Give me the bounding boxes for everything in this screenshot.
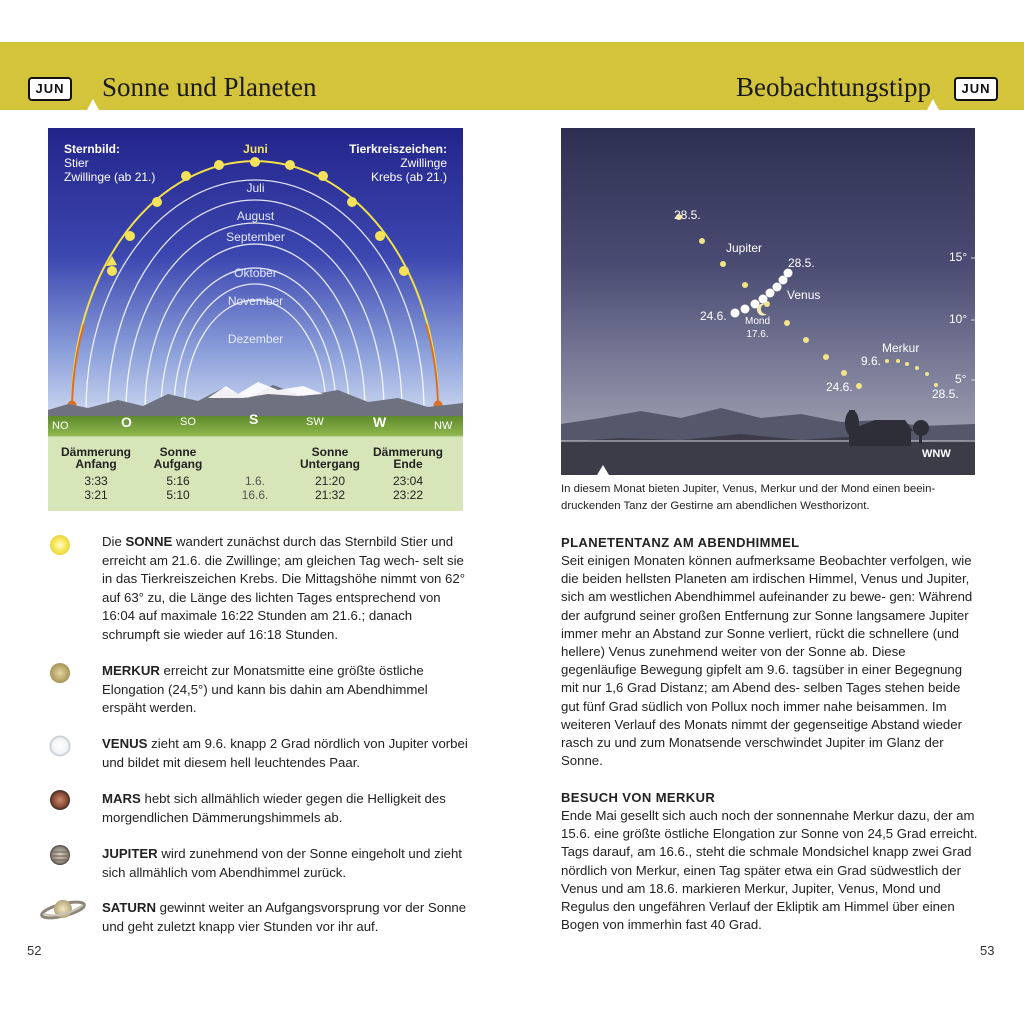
- table-row: 3:33 5:16 1.6. 21:20 23:04: [84, 474, 424, 488]
- direction-o: O: [121, 414, 132, 430]
- planet-name-sonne: SONNE: [125, 534, 173, 549]
- month-badge-left: JUN: [28, 77, 72, 101]
- left-page-title: Sonne und Planeten: [102, 72, 317, 102]
- arc-label-december: Dezember: [227, 332, 284, 346]
- header-sunset: Sonne Untergang: [300, 445, 360, 471]
- constellation-2: Zwillinge (ab 21.): [64, 170, 156, 184]
- arc-label-august: August: [236, 209, 275, 223]
- sun-path-chart: [48, 128, 463, 511]
- label-venus: Venus: [787, 288, 821, 302]
- planet-name-mars: MARS: [102, 791, 141, 806]
- times-table: [58, 474, 450, 502]
- month-badge-right: JUN: [954, 77, 998, 101]
- list-item: Die SONNE wandert zunächst durch das Sternbild Stier und erreicht am 21.6. die Zwillinge; am gleichen Tag wech- selt sie in das Tierkreiszeichen Krebs. Die Mittagshöhe nimmt von 62° auf 63° zu, die Länge des lichten Tages entsprechend von 16:04 auf maximale 16:22 Stunden am 21.6.; danach schrumpft sie wieder auf 16:18 Stunden.: [48, 533, 468, 648]
- planet-name-merkur: MERKUR: [102, 663, 160, 678]
- header-sunrise: Sonne Aufgang: [153, 445, 203, 471]
- table-row: 3:21 5:10 16.6. 21:32 23:22: [84, 488, 424, 502]
- arc-label-june: Juni: [243, 142, 268, 156]
- list-item: SATURN gewinnt weiter an Aufgangsvorsprung vor der Sonne und geht zuletzt knapp vier Stunden vor ihr auf.: [48, 899, 468, 939]
- venus-icon: [48, 735, 72, 759]
- planet-name-venus: VENUS: [102, 736, 148, 751]
- direction-w: W: [373, 414, 387, 430]
- planet-name-jupiter: JUPITER: [102, 846, 158, 861]
- label-venus-end: 24.6.: [700, 309, 727, 323]
- list-item: MERKUR erreicht zur Monatsmitte eine größte östliche Elongation (24,5°) und kann bis dahin am Abendhimmel erspäht werden.: [48, 662, 468, 722]
- label-mercury-date: 9.6.: [861, 354, 882, 368]
- direction-no: NO: [52, 420, 69, 432]
- figure-caption: In diesem Monat bieten Jupiter, Venus, Merkur und der Mond einen beein- druckenden Tanz der Gestirne am abendlichen Westhorizont.: [561, 483, 936, 512]
- altitude-tick-10: 10°: [949, 312, 968, 326]
- mars-icon: [48, 790, 72, 814]
- section-heading-planetentanz: PLANETENTANZ AM ABENDHIMMEL: [561, 535, 800, 550]
- page-number-right: 53: [980, 943, 995, 958]
- saturn-icon: [38, 895, 88, 923]
- constellation-label: Sternbild:: [64, 142, 120, 156]
- constellation-1: Stier: [64, 156, 89, 170]
- label-jupiter: Jupiter: [726, 241, 763, 255]
- list-item: JUPITER wird zunehmend von der Sonne eingeholt und zieht sich allmählich vom Abendhimmel zurück.: [48, 845, 468, 885]
- jupiter-icon: [48, 845, 72, 869]
- zodiac-1: Zwillinge: [400, 156, 447, 170]
- list-item: VENUS zieht am 9.6. knapp 2 Grad nördlich von Jupiter vorbei und bildet mit diesem hell leuchtendes Paar.: [48, 735, 468, 775]
- altitude-tick-5: 5°: [955, 372, 967, 386]
- label-moon: Mond 17.6.: [745, 316, 771, 340]
- list-item: MARS hebt sich allmählich wieder gegen die Helligkeit des morgendlichen Dämmerungshimmels ab.: [48, 790, 468, 830]
- zodiac-label: Tierkreiszeichen:: [349, 142, 447, 156]
- direction-nw: NW: [434, 420, 453, 432]
- label-mercury-start: 28.5.: [932, 387, 959, 401]
- horizon-label-wnw: WNW: [922, 448, 951, 460]
- mercury-icon: [48, 662, 72, 686]
- label-mercury-end: 24.6.: [826, 380, 853, 394]
- zodiac-2: Krebs (ab 21.): [370, 170, 447, 184]
- label-mercury: Merkur: [882, 341, 920, 355]
- direction-so: SO: [180, 416, 196, 428]
- page-number-left: 52: [27, 943, 42, 958]
- label-jupiter-start: 28.5.: [674, 208, 701, 222]
- altitude-tick-15: 15°: [949, 250, 968, 264]
- sun-icon: [48, 533, 72, 557]
- direction-s: S: [249, 411, 259, 427]
- section-body-merkur: Ende Mai gesellt sich auch noch der sonnennahe Merkur dazu, der am 15.6. eine größte östliche Elongation zur Sonne von 24,5 Grad erreicht. Tags darauf, am 16.6., steht die schmale Mondsichel knapp zwei Grad nördlich von Merkur, einen Tag später etwa ein Grad südwestlich der Venus und am 18.6. markieren Merkur, Jupiter, Venus, Mond und Regulus den ungefähren Verlauf der Ekliptik am Himmel über einen Bogen von immerhin fast 40 Grad.: [561, 808, 978, 933]
- right-page-title: Beobachtungstipp: [736, 72, 931, 102]
- header-notch-right: [927, 99, 939, 110]
- arc-label-september: September: [226, 230, 285, 244]
- header-dawn-start: Dämmerung Anfang: [60, 445, 131, 471]
- arc-label-july: Juli: [246, 181, 265, 195]
- header-dusk-end: Dämmerung Ende: [372, 445, 443, 471]
- section-heading-merkur: BESUCH VON MERKUR: [561, 790, 716, 805]
- section-body-planetentanz: Seit einigen Monaten können aufmerksame Beobachter verfolgen, wie die beiden hellsten Planeten am irdischen Himmel, Venus und Jupiter, sich am westlichen Abendhimmel aufeinander zu bewe- gen: Während der aufgrund seiner großen Entfernung zur Sonne langsamere Jupiter immer mehr an Abstand zur Sonne verliert, rückt die schnellere (und hellere) Venus zunehmend weiter von der Sonne ab. Diese gegenläufige Bewegung gipfelt am 9.6. tagsüber in einer Begegnung mit nur 1,6 Grad Distanz; am Abend des- selben Tages stehen beide gut fünf Grad südlich von Pollux noch immer nahe beisammen. Im weiteren Verlauf des Monats nimmt der gegenseitige Abstand wieder rasch zu und zum Monatsende verschwindet Jupiter im Glanz der Sonne.: [561, 553, 973, 769]
- sky-view-chart: [561, 128, 975, 475]
- direction-sw: SW: [306, 416, 324, 428]
- header-notch-left: [87, 99, 99, 110]
- arc-label-november: November: [227, 294, 284, 308]
- planet-name-saturn: SATURN: [102, 900, 156, 915]
- label-venus-start: 28.5.: [788, 256, 815, 270]
- arc-label-october: Oktober: [234, 266, 277, 280]
